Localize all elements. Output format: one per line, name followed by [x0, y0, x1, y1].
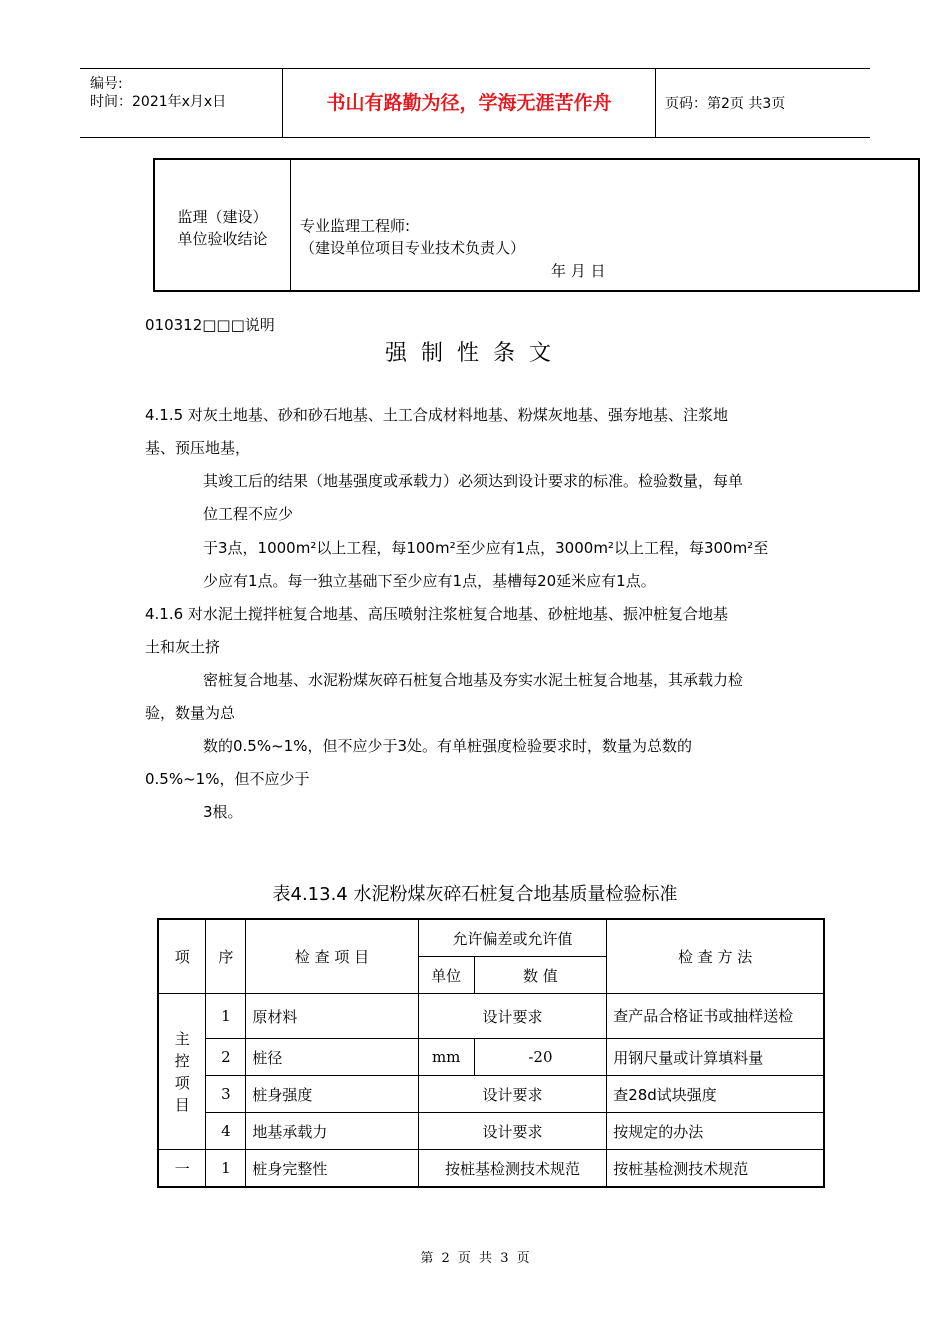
clause-line: 土和灰土挤 — [145, 638, 221, 656]
header-method: 检 查 方 法 — [607, 919, 824, 994]
header-check-item: 检 查 项 目 — [246, 919, 418, 994]
row-method: 按桩基检测技术规范 — [607, 1150, 824, 1188]
acceptance-label-line2: 单位验收结论 — [177, 230, 268, 248]
row-seq: 3 — [206, 1076, 246, 1113]
clause-line: 位工程不应少 — [203, 505, 294, 523]
clause-line: 密桩复合地基、水泥粉煤灰碎石桩复合地基及夯实水泥土桩复合地基，其承载力检 — [203, 671, 744, 689]
clause-line: 于3点，1000m²以上工程，每100m²至少应有1点，3000m²以上工程，每300m²至 — [203, 539, 769, 557]
row-item: 原材料 — [246, 994, 418, 1039]
motto: 书山有路勤为径，学海无涯苦作舟 — [283, 69, 656, 137]
acceptance-box — [153, 158, 920, 292]
engineer-label: 专业监理工程师: — [300, 217, 411, 235]
row-item: 桩径 — [246, 1039, 418, 1076]
header-seq: 序 — [206, 919, 246, 994]
acceptance-label-cell — [155, 160, 291, 290]
quality-standard-table — [157, 918, 825, 1188]
owner-label: （建设单位项目专业技术负责人） — [300, 239, 526, 257]
clause-line: 3根。 — [203, 803, 243, 821]
row-method: 按规定的办法 — [607, 1113, 824, 1150]
header-tolerance: 允许偏差或允许值 — [418, 919, 607, 957]
acceptance-label-line1: 监理（建设） — [177, 208, 268, 226]
table-row — [158, 994, 824, 1039]
table-row — [158, 1150, 824, 1188]
row-value: 按桩基检测技术规范 — [418, 1150, 607, 1188]
serial-label: 编号: — [90, 76, 123, 92]
table-caption: 表4.13.4 水泥粉煤灰碎石桩复合地基质量检验标准 — [272, 884, 678, 905]
main-group-label: 主控项目 — [158, 994, 206, 1150]
clause-line: 数的0.5%~1%，但不应少于3处。有单桩强度检验要求时，数量为总数的 — [203, 737, 693, 755]
header-meta — [80, 69, 283, 137]
clause-line: 其竣工后的结果（地基强度或承载力）必须达到设计要求的标准。检验数量，每单 — [203, 472, 744, 490]
row-seq: 1 — [206, 994, 246, 1039]
date-line: 时间：2021年x月x日 — [90, 94, 227, 110]
row-item: 桩身完整性 — [246, 1150, 418, 1188]
table-row — [158, 1039, 824, 1076]
row-value: 设计要求 — [418, 1113, 607, 1150]
table-row — [158, 1076, 824, 1113]
row-seq: 4 — [206, 1113, 246, 1150]
header-item: 项 — [158, 919, 206, 994]
row-method: 查产品合格证书或抽样送检 — [607, 994, 824, 1039]
row-method: 查28d试块强度 — [607, 1076, 824, 1113]
clause-line: 0.5%~1%，但不应少于 — [145, 770, 310, 788]
row-unit: mm — [418, 1039, 474, 1076]
clause-line: 4.1.6 对水泥土搅拌桩复合地基、高压喷射注浆桩复合地基、砂桩地基、振冲桩复合地基 — [145, 605, 728, 623]
page-header — [80, 68, 870, 138]
row-seq: 1 — [206, 1150, 246, 1188]
page-code: 页码：第2页 共3页 — [665, 96, 786, 112]
row-value: 设计要求 — [418, 1076, 607, 1113]
clause-line: 4.1.5 对灰土地基、砂和砂石地基、土工合成材料地基、粉煤灰地基、强夯地基、注浆地 — [145, 406, 728, 424]
row-item: 地基承载力 — [246, 1113, 418, 1150]
row-value: -20 — [474, 1039, 607, 1076]
general-group-label: 一 — [158, 1150, 206, 1188]
table-row — [158, 1113, 824, 1150]
header-unit: 单位 — [418, 957, 474, 994]
clause-line: 少应有1点。每一独立基础下至少应有1点，基槽每20延米应有1点。 — [203, 572, 656, 590]
row-value: 设计要求 — [418, 994, 607, 1039]
page-footer: 第 2 页 共 3 页 — [420, 1251, 530, 1266]
acceptance-date: 年 月 日 — [551, 262, 606, 280]
clause-line: 验，数量为总 — [145, 704, 236, 722]
note-code: 010312□□□说明 — [145, 316, 275, 334]
row-seq: 2 — [206, 1039, 246, 1076]
section-title: 强制性条文 — [384, 341, 565, 366]
row-method: 用钢尺量或计算填料量 — [607, 1039, 824, 1076]
row-item: 桩身强度 — [246, 1076, 418, 1113]
clause-line: 基、预压地基， — [145, 439, 251, 457]
header-value: 数 值 — [474, 957, 607, 994]
